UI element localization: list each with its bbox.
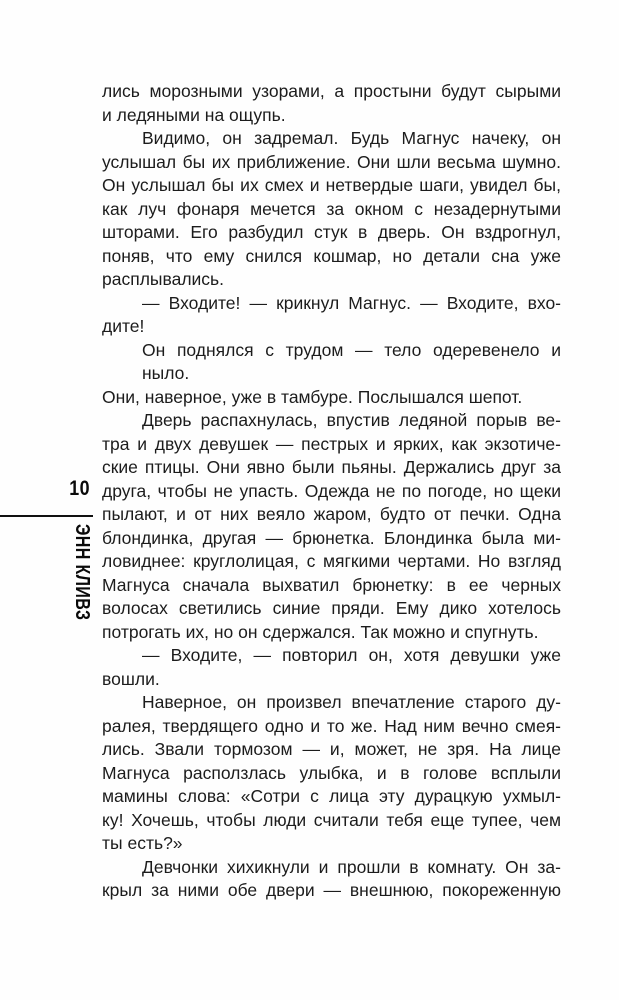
- text-line: друга, чтобы не упасть. Одежда не по погоде, но щеки: [102, 480, 561, 501]
- text-line: лись. Звали тормозом — и, может, не зря. На лице: [102, 739, 561, 759]
- text-line: Он услышал бы их смех и нетвердые шаги, увидел бы,: [102, 175, 561, 195]
- text-line: как луч фонаря мечется за окном с незадернутыми: [102, 198, 561, 219]
- text-line: пылают, и от них веяло жаром, будто от печки. Одна: [102, 504, 561, 524]
- text-line: Девчонки хихикнули и прошли в комнату. Он за-: [142, 856, 561, 877]
- text-line: Он поднялся с трудом — тело одеревенело и ныло.: [142, 339, 561, 383]
- paragraph: [102, 856, 561, 903]
- paragraph: [102, 339, 561, 410]
- text-line: ловиднее: круглолицая, с мягкими чертами. Но взгляд: [102, 551, 561, 571]
- text-line: поняв, что ему снился кошмар, но детали сна уже: [102, 245, 561, 266]
- text-line: расплывались.: [102, 269, 225, 289]
- text-line: тра и двух девушек — пестрых и ярких, как экзотиче-: [102, 433, 561, 454]
- paragraph: [102, 292, 561, 339]
- text-line: шторами. Его разбудил стук в дверь. Он вздрогнул,: [102, 222, 561, 242]
- text-line: ские птицы. Они явно были пьяны. Держались друг за: [102, 457, 561, 477]
- author-name-vertical: ЭНН КЛИВЗ: [71, 524, 93, 621]
- text-line: Дверь распахнулась, впустив ледяной порыв ве-: [142, 410, 561, 430]
- text-line: ты есть?»: [102, 833, 183, 853]
- paragraph: [102, 691, 561, 856]
- text-line: услышал бы их приближение. Они шли весьма шумно.: [102, 151, 561, 172]
- text-line: Магнуса расползлась улыбка, и в голове всплыли: [102, 762, 561, 783]
- text-line: Наверное, он произвел впечатление старого ду-: [142, 692, 561, 712]
- text-line: мамины слова: «Сотри с лица эту дурацкую ухмыл-: [102, 786, 561, 806]
- text-line: — Входите! — крикнул Магнус. — Входите, вхо-: [142, 292, 561, 313]
- paragraph: [102, 127, 561, 292]
- text-line: ку! Хочешь, чтобы люди считали тебя еще тупее, чем: [102, 809, 561, 830]
- text-line: Они, наверное, уже в тамбуре. Послышался шепот.: [102, 386, 523, 407]
- paragraph: [102, 644, 561, 691]
- margin-divider-line: [0, 515, 93, 517]
- text-line: блондинка, другая — брюнетка. Блондинка была ми-: [102, 527, 561, 548]
- body-text: [102, 80, 561, 903]
- text-line: и ледяными на ощупь.: [102, 104, 286, 125]
- text-line: Видимо, он задремал. Будь Магнус начеку, он: [142, 128, 561, 148]
- text-line: вошли.: [102, 668, 160, 689]
- text-line: волосах светились синие пряди. Ему дико хотелось: [102, 598, 561, 618]
- page-number: 10: [69, 477, 90, 500]
- text-line: лись морозными узорами, а простыни будут сырыми: [102, 81, 561, 101]
- text-line: — Входите, — повторил он, хотя девушки уже: [142, 645, 561, 665]
- text-line: потрогать их, но он сдержался. Так можно и спугнуть.: [102, 621, 539, 642]
- paragraph: [102, 409, 561, 644]
- text-line: ралея, твердящего одно и то же. Над ним вечно смея-: [102, 715, 561, 736]
- text-line: дите!: [102, 316, 145, 336]
- paragraph: [102, 80, 561, 127]
- text-line: Магнуса сначала выхватил брюнетку: в ее черных: [102, 574, 561, 595]
- text-line: крыл за ними обе двери — внешнюю, покореженную: [102, 880, 561, 900]
